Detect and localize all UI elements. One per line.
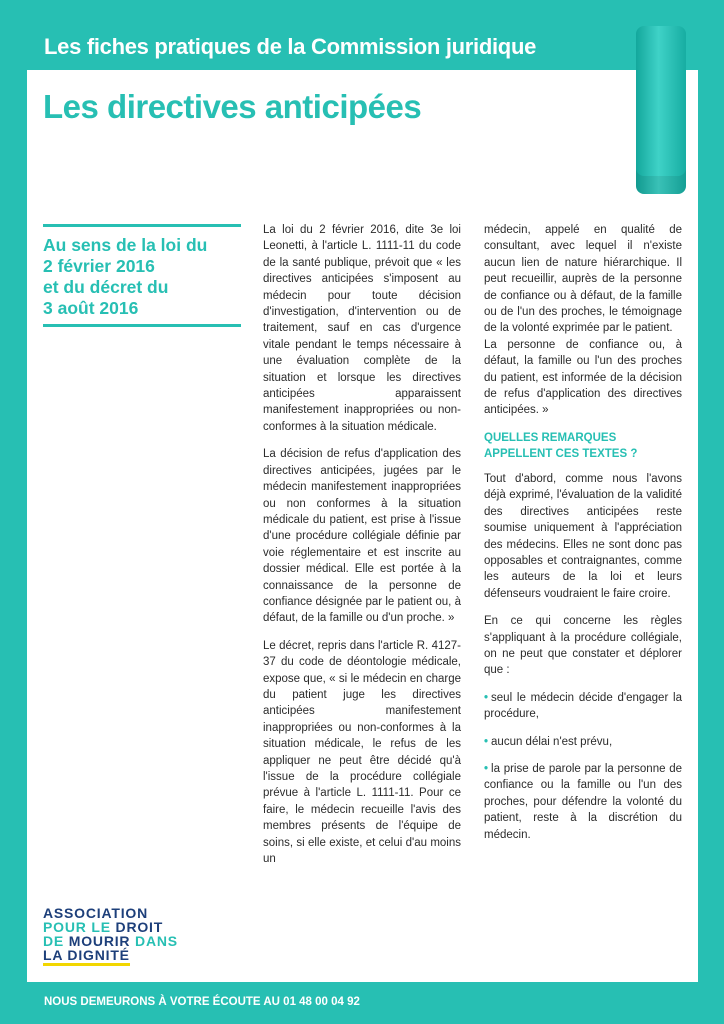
text-column-2: [484, 222, 682, 854]
logo-line: DE MOURIR DANS: [43, 933, 178, 949]
paragraph: La décision de refus d'application des directives anticipées, jugées par le médecin manifestement inappropriées ou non conformes à la situation médicale du patient, est prise à l'issue d'une procédure collégiale définie par voie réglementaire et est inscrite au dossier médical. Elle est portée à la connaissance de la personne de confiance désignée par le patient ou, à défaut, de la famille ou d'un proche. »: [263, 448, 461, 625]
page-tab: [636, 26, 686, 194]
section-heading: QUELLES REMARQUES APPELLENT CES TEXTES ?: [484, 431, 638, 460]
paragraph: médecin, appelé en qualité de consultant, avec lequel il n'existe aucun lien de nature hiérarchique. Il peut recueillir, auprès de la personne de confiance ou à défaut, de la famille ou de l'un des proches, le témoignage de la volonté exprimée par le patient.: [484, 224, 682, 335]
association-logo: [43, 906, 178, 966]
sidebar-heading-box: [43, 224, 241, 327]
logo-line: ASSOCIATION: [43, 905, 148, 921]
paragraph: Le décret, repris dans l'article R. 4127-37 du code de déontologie médicale, expose que, « si le médecin en charge du patient juge les directives anticipées manifestement inappropriées ou non-conformes à la situation médicale, le refus de les appliquer ne peut être décidé qu'à l'issue de la procédure collégiale prévue à l'article L. 1111-11. Pour ce faire, le médecin recueille l'avis des membres présents de l'équipe de soins, si elle existe, et celui d'au moins un: [263, 639, 461, 866]
paragraph: La personne de confiance ou, à défaut, la famille ou l'un des proches du patient, est informée de la décision de refus d'application des directives anticipées. »: [484, 338, 682, 417]
bullet-item: • seul le médecin décide d'engager la procédure,: [484, 691, 682, 721]
logo-line: LA DIGNITÉ: [43, 948, 130, 966]
sidebar-heading-line: Au sens de la loi du: [43, 235, 208, 255]
page-title: Les directives anticipées: [43, 88, 422, 125]
sidebar-heading-line: et du décret du: [43, 277, 169, 297]
logo-line: POUR LE DROIT: [43, 919, 164, 935]
paragraph: En ce qui concerne les règles s'appliquant à la procédure collégiale, on ne peut que constater et déplorer que :: [484, 615, 682, 677]
bullet-item: • la prise de parole par la personne de confiance ou la famille ou l'un des proches, pour défendre la volonté du patient, reste à la discrétion du médecin.: [484, 762, 682, 841]
text-column-1: [263, 222, 461, 878]
paragraph: La loi du 2 février 2016, dite 3e loi Leonetti, à l'article L. 1111-11 du code de la santé publique, prévoit que « les directives anticipées s'imposent au médecin pour toute décision d'investigation, d'intervention ou de traitement, sauf en cas d'urgence vitale pendant le temps nécessaire à une évaluation complète de la situation et lorsque les directives anticipées apparaissent manifestement inappropriées ou non-conformes à la situation médicale.: [263, 224, 461, 433]
series-title: Les fiches pratiques de la Commission juridique: [44, 34, 537, 59]
bullet-item: • aucun délai n'est prévu,: [484, 735, 613, 748]
bullet-icon: •: [484, 735, 489, 748]
sidebar-heading-line: 3 août 2016: [43, 298, 139, 318]
bullet-icon: •: [484, 691, 489, 704]
bullet-icon: •: [484, 762, 489, 775]
sidebar-heading-line: 2 février 2016: [43, 256, 155, 276]
paragraph: Tout d'abord, comme nous l'avons déjà exprimé, l'évaluation de la validité des directives anticipées reste soumise uniquement à l'appréciation des médecins. Elles ne sont donc pas opposables et contraignantes, comme les auteurs de la loi et leurs défenseurs voudraient le faire croire.: [484, 472, 682, 600]
footer-contact: NOUS DEMEURONS À VOTRE ÉCOUTE AU 01 48 00 04 92: [44, 996, 360, 1008]
